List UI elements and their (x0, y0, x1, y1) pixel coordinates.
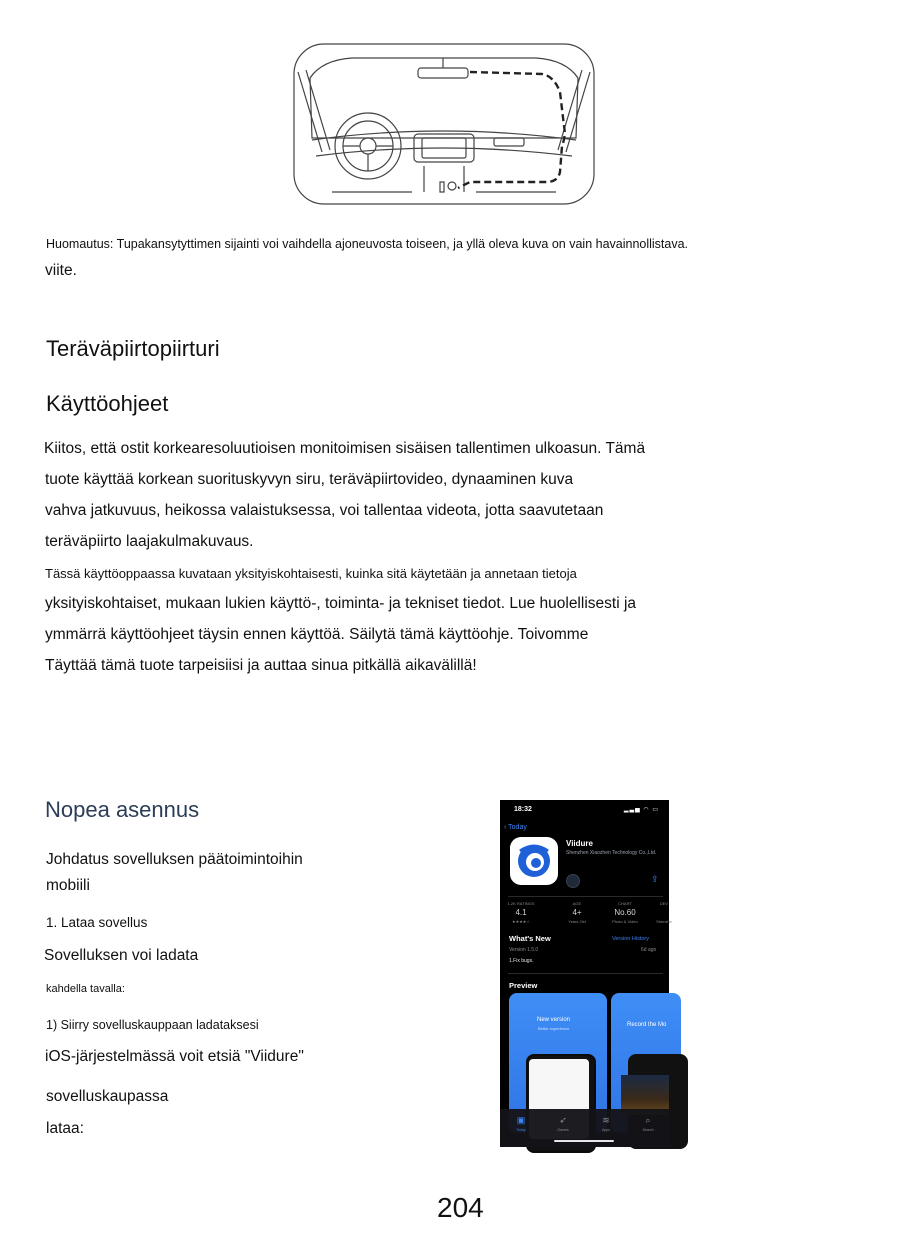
intro-line: vahva jatkuvuus, heikossa valaistuksessa, voi tallentaa videota, jotta saavutetaan (45, 502, 604, 519)
tab-label: Apps (602, 1128, 610, 1132)
quick-setup-heading: Nopea asennus (45, 797, 200, 822)
intro-line: teräväpiirto laajakulmakuvaus. (45, 533, 254, 550)
apps-tab-icon[interactable]: ≋ (602, 1115, 610, 1125)
home-indicator (554, 1140, 614, 1142)
today-tab-icon[interactable]: ▣ (516, 1115, 526, 1125)
quick-setup-line: Johdatus sovelluksen päätoimintoihin (46, 851, 303, 868)
app-store-screenshot (500, 800, 672, 1147)
quick-setup-line: iOS-järjestelmässä voit etsiä "Viidure" (45, 1048, 304, 1065)
intro-line: Tässä käyttöoppaassa kuvataan yksityiskohtaisesti, kuinka sitä käytetään ja annetaan tietoja (45, 566, 577, 581)
stat-sub: Photo & Video (612, 919, 638, 924)
version-age: 6d ago (641, 947, 657, 953)
search-tab-icon[interactable]: ⌕ (645, 1115, 651, 1125)
tab-label: Search (642, 1128, 654, 1132)
app-developer: Shenzhen Xiaozhen Technology Co.,Ltd. (566, 850, 657, 856)
preview-card-title: Record the Mo (627, 1022, 667, 1028)
quick-setup-line: sovelluskaupassa (46, 1088, 169, 1105)
quick-setup-line: mobiili (46, 877, 90, 894)
app-icon (510, 837, 558, 885)
intro-line: Täyttää tämä tuote tarpeisiisi ja auttaa sinua pitkällä aikavälillä! (45, 657, 477, 674)
games-tab-icon[interactable]: ➶ (559, 1115, 567, 1125)
download-button[interactable] (566, 874, 580, 888)
stat-label: DEV (659, 901, 669, 906)
intro-line: ymmärrä käyttöohjeet täysin ennen käyttöä. Säilytä tämä käyttöohje. Toivomme (45, 626, 589, 643)
version-history-link[interactable]: Version History (612, 936, 649, 942)
whats-new-heading: What's New (509, 934, 551, 943)
divider (508, 896, 663, 897)
preview-heading: Preview (509, 981, 538, 990)
back-label: Today (508, 824, 527, 831)
quick-setup-line: kahdella tavalla: (46, 983, 125, 995)
quick-setup-line: 1. Lataa sovellus (46, 915, 148, 930)
tab-label: Today (516, 1128, 526, 1132)
quick-setup-line: Sovelluksen voi ladata (44, 947, 199, 964)
figure-note: Huomautus: Tupakansytyttimen sijainti voi vaihdella ajoneuvosta toiseen, ja yllä oleva kuva on vain havainnollistava. (46, 237, 689, 251)
page-number: 204 (437, 1192, 484, 1223)
stat-label: AGE (572, 901, 582, 906)
subsection-heading: Käyttöohjeet (46, 391, 169, 416)
divider (508, 973, 663, 974)
app-name: Viidure (566, 839, 593, 848)
intro-line: Kiitos, että ostit korkearesoluutioisen monitoimisen sisäisen tallentimen ulkoasun. Tämä (44, 440, 646, 457)
status-time: 18:32 (514, 806, 532, 813)
back-link[interactable]: ‹ Today (504, 824, 527, 831)
quick-setup-line: 1) Siirry sovelluskauppaan ladataksesi (46, 1018, 259, 1032)
preview-card-subtitle: Better experience (538, 1026, 570, 1031)
stat-label: 1.2K RATINGS (507, 901, 535, 906)
release-notes: 1.Fix bugs. (509, 958, 534, 964)
stat-sub: Years Old (568, 919, 586, 924)
intro-line: yksityiskohtaiset, mukaan lukien käyttö-, toiminta- ja tekniset tiedot. Lue huolellisesti ja (45, 595, 637, 612)
quick-setup-line: lataa: (46, 1120, 84, 1137)
car-interior-figure (292, 42, 596, 206)
figure-note-continued: viite. (45, 262, 77, 279)
stat-sub: Shenzhe (656, 919, 672, 924)
version-label: Version 1.5.0 (509, 947, 539, 953)
section-heading: Teräväpiirtopiirturi (46, 336, 220, 361)
share-icon[interactable]: ⇪ (651, 874, 659, 884)
viidure-logo-icon (510, 837, 558, 885)
stat-value: No.60 (614, 908, 636, 917)
intro-line: tuote käyttää korkean suorituskyvyn siru, teräväpiirtovideo, dynaaminen kuva (45, 471, 574, 488)
status-icons: ▂▃▅ ◠ ▭ (623, 807, 659, 813)
stat-value: 4.1 (515, 908, 527, 917)
stat-label: CHART (618, 901, 632, 906)
stat-sub: ★★★★☆ (512, 919, 530, 924)
tab-label: Games (557, 1128, 569, 1132)
stat-value: 4+ (572, 908, 582, 917)
preview-card-title: New version (537, 1017, 571, 1023)
